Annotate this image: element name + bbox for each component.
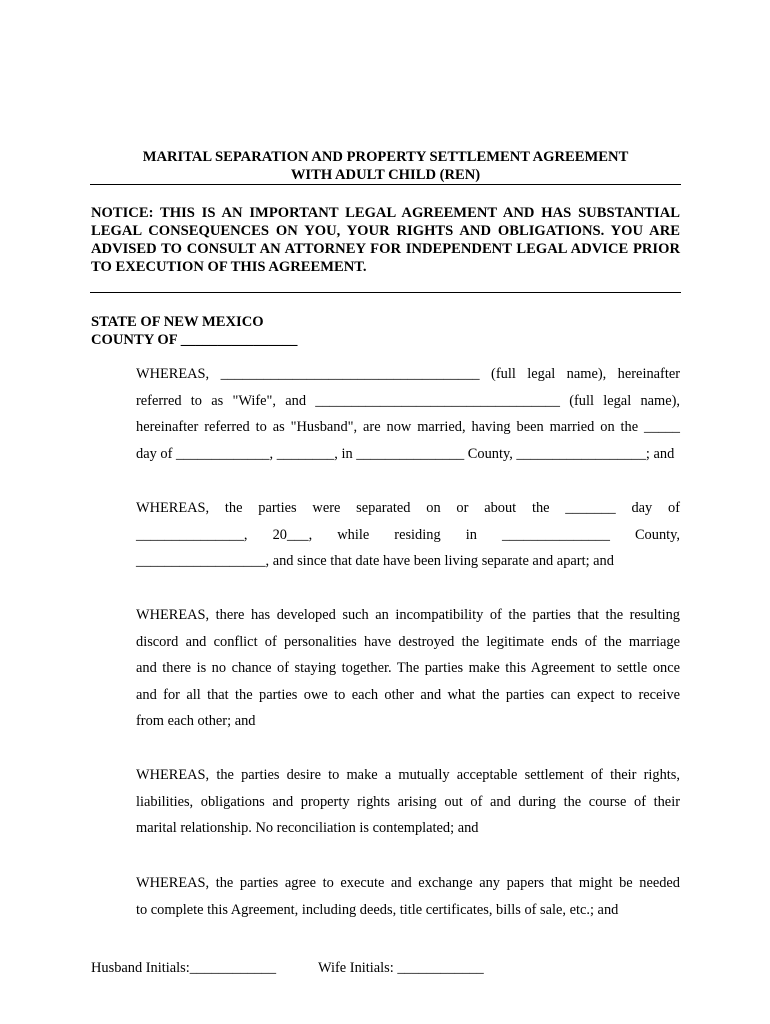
paragraph-line: WHEREAS, the parties desire to make a mutually acceptable settlement of their rights,	[136, 767, 680, 783]
paragraph-line: and for all that the parties owe to each other and what the parties can expect to receive	[136, 686, 680, 703]
husband-initials-field[interactable]: Husband Initials:____________	[91, 960, 277, 976]
title-line-1: MARITAL SEPARATION AND PROPERTY SETTLEMENT AGREEMENT	[142, 149, 629, 165]
paragraph-line: to complete this Agreement, including deeds, title certificates, bills of sale, etc.; and	[136, 901, 619, 918]
whereas-incompatibility-paragraph	[136, 602, 680, 735]
whereas-marriage-paragraph	[136, 361, 680, 467]
title-rule	[90, 184, 681, 185]
paragraph-line: discord and conflict of personalities have destroyed the legitimate ends of the marriage	[136, 633, 680, 650]
venue-block	[91, 313, 297, 349]
paragraph-line: hereinafter referred to as "Husband", are now married, having been married on the _____	[136, 419, 680, 436]
document-title	[90, 148, 681, 184]
whereas-papers-paragraph	[136, 870, 680, 923]
paragraph-line: liabilities, obligations and property rights arising out of and during the course of their	[136, 793, 680, 810]
paragraph-line: WHEREAS, the parties were separated on or about the _______ day of	[136, 500, 680, 516]
venue-county: COUNTY OF ________________	[91, 332, 298, 348]
paragraph-line: and there is no chance of staying together. The parties make this Agreement to settle once	[136, 660, 680, 677]
title-line-2: WITH ADULT CHILD (REN)	[290, 167, 481, 183]
whereas-separation-paragraph	[136, 495, 680, 575]
wife-initials-field[interactable]: Wife Initials: ____________	[318, 960, 484, 976]
paragraph-line: _______________, 20___, while residing in _______________ County,	[136, 526, 680, 543]
paragraph-line: marital relationship. No reconciliation is contemplated; and	[136, 820, 479, 837]
paragraph-line: referred to as "Wife", and __________________________________ (full legal name),	[136, 392, 680, 409]
paragraph-line: from each other; and	[136, 713, 256, 730]
whereas-settlement-paragraph	[136, 762, 680, 842]
notice-paragraph: NOTICE: THIS IS AN IMPORTANT LEGAL AGREEMENT AND HAS SUBSTANTIAL LEGAL CONSEQUENCES ON YOU, YOUR RIGHTS AND OBLIGATIONS. YOU ARE ADVISED TO CONSULT AN ATTORNEY FOR INDEPENDENT LEGAL ADVICE PRIOR TO EXECUTION OF THIS AGREEMENT.	[91, 205, 680, 275]
paragraph-line: WHEREAS, there has developed such an incompatibility of the parties that the resulting	[136, 607, 680, 623]
notice-rule	[90, 292, 681, 293]
paragraph-line: WHEREAS, the parties agree to execute and exchange any papers that might be needed	[136, 875, 680, 891]
paragraph-line: day of _____________, ________, in _______________ County, __________________; and	[136, 445, 675, 462]
venue-state: STATE OF NEW MEXICO	[91, 314, 264, 330]
paragraph-line: WHEREAS, ____________________________________ (full legal name), hereinafter	[136, 366, 680, 382]
paragraph-line: __________________, and since that date have been living separate and apart; and	[136, 553, 614, 570]
